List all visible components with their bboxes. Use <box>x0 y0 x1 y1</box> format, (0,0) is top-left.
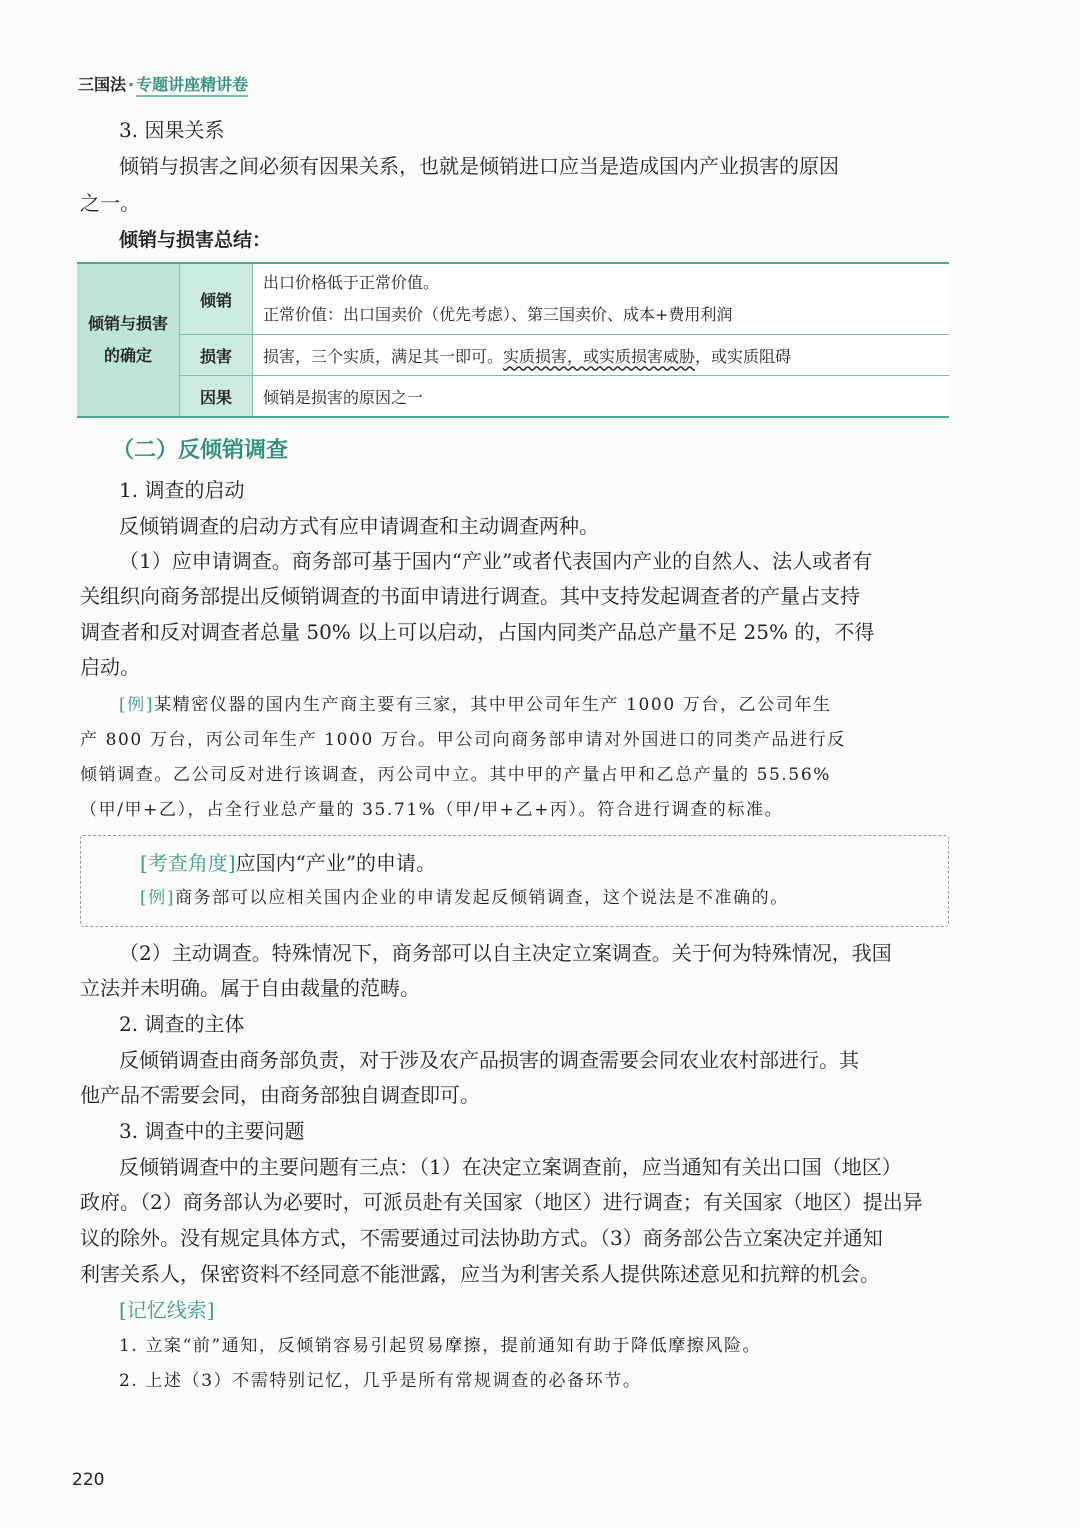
exam-angle-line <box>140 845 436 881</box>
subsection-title: 3. 调查中的主要问题 <box>119 1119 305 1143</box>
row-content-injury <box>253 335 950 376</box>
paragraph-line: 政府。（2）商务部认为必要时，可派员赴有关国家（地区）进行调查；有关国家（地区）提出异 <box>80 1190 923 1214</box>
memory-clue-item: 1. 立案“前”通知，反倾销容易引起贸易摩擦，提前通知有助于降低摩擦风险。 <box>119 1336 762 1356</box>
paragraph-line: 关组织向商务部提出反倾销调查的书面申请进行调查。其中支持发起调查者的产量占支持 <box>80 584 860 608</box>
paragraph-line: （2）主动调查。特殊情况下，商务部可以自主决定立案调查。关于何为特殊情况，我国 <box>119 941 892 965</box>
paragraph-line: 之一。 <box>80 191 140 215</box>
paragraph-line: 反倾销调查的启动方式有应申请调查和主动调查两种。 <box>119 514 599 538</box>
table-row <box>77 376 949 418</box>
paragraph-line: 议的除外。没有规定具体方式，不需要通过司法协助方式。（3）商务部公告立案决定并通知 <box>80 1226 883 1250</box>
example-line: （甲/甲+乙），占全行业总产量的 35.71%（甲/甲+乙+丙）。符合进行调查的标准。 <box>80 800 784 820</box>
cell-text: 损害，三个实质，满足其一即可。 <box>263 346 504 366</box>
row-content-dumping <box>253 263 950 335</box>
paragraph-line: 倾销与损害之间必须有因果关系，也就是倾销进口应当是造成国内产业损害的原因 <box>119 154 839 178</box>
row-label-dumping: 倾销 <box>180 263 253 335</box>
cell-text: ，或实质阻碍 <box>695 346 792 366</box>
wavy-underlined-text: 实质损害，或实质损害威胁 <box>503 346 696 366</box>
paragraph-line: 他产品不需要会同，由商务部独自调查即可。 <box>80 1083 480 1107</box>
page-number: 220 <box>72 1470 105 1490</box>
group-header-line2: 的确定 <box>103 346 152 365</box>
paragraph-line: 反倾销调查中的主要问题有三点：（1）在决定立案调查前，应当通知有关出口国（地区） <box>119 1155 902 1179</box>
paragraph-line: 立法并未明确。属于自由裁量的范畴。 <box>80 976 420 1000</box>
group-header-line1: 倾销与损害 <box>87 314 168 333</box>
table-row <box>77 263 949 335</box>
section-heading-anti-dumping: （二）反倾销调查 <box>112 438 289 463</box>
table-group-header <box>77 263 180 417</box>
example-line: 产 800 万台，丙公司年生产 1000 万台。甲公司向商务部申请对外国进口的同类产品进行反 <box>80 730 846 750</box>
memory-clue-tag: [记忆线索] <box>119 1298 215 1322</box>
memory-clue-item: 2. 上述（3）不需特别记忆，几乎是所有常规调查的必备环节。 <box>119 1371 642 1391</box>
exam-example-text: 商务部可以应相关国内企业的申请发起反倾销调查，这个说法是不准确的。 <box>175 888 789 908</box>
paragraph-line: 反倾销调查由商务部负责，对于涉及农产品损害的调查需要会同农业农村部进行。其 <box>119 1048 859 1072</box>
exam-angle-tag: [考查角度] <box>140 851 236 875</box>
summary-table <box>77 262 949 418</box>
example-tag: [例] <box>119 695 155 715</box>
example-line <box>119 687 832 723</box>
paragraph-line: （1）应申请调查。商务部可基于国内“产业”或者代表国内产业的自然人、法人或者有 <box>119 549 873 573</box>
summary-title: 倾销与损害总结： <box>119 229 272 251</box>
book-subtitle: 专题讲座精讲卷 <box>136 75 248 97</box>
exam-angle-text: 应国内“产业”的申请。 <box>235 851 437 875</box>
cell-line: 正常价值：出口国卖价（优先考虑）、第三国卖价、成本+费用利润 <box>263 305 733 324</box>
example-line: 倾销调查。乙公司反对进行该调查，丙公司中立。其中甲的产量占甲和乙总产量的 55.56% <box>80 765 832 785</box>
book-series: 三国法 <box>78 75 127 94</box>
subsection-title: 2. 调查的主体 <box>119 1012 245 1036</box>
row-label-causation: 因果 <box>180 376 253 418</box>
header-dot: · <box>128 75 135 94</box>
row-content-causation: 倾销是损害的原因之一 <box>253 376 950 418</box>
section-title-causation: 3. 因果关系 <box>119 118 225 142</box>
example-tag: [例] <box>140 888 176 908</box>
cell-line: 出口价格低于正常价值。 <box>263 273 440 292</box>
subsection-title: 1. 调查的启动 <box>119 478 245 502</box>
paragraph-line: 利害关系人，保密资料不经同意不能泄露，应当为利害关系人提供陈述意见和抗辩的机会。 <box>80 1262 880 1286</box>
paragraph-line: 启动。 <box>80 655 140 679</box>
example-text: 某精密仪器的国内生产商主要有三家，其中甲公司年生产 1000 万台，乙公司年生 <box>154 695 832 715</box>
paragraph-line: 调查者和反对调查者总量 50% 以上可以启动，占国内同类产品总产量不足 25% 的，不得 <box>80 620 875 644</box>
running-header <box>78 72 248 95</box>
exam-example-line <box>140 880 789 916</box>
row-label-injury: 损害 <box>180 335 253 376</box>
table-row <box>77 335 949 376</box>
